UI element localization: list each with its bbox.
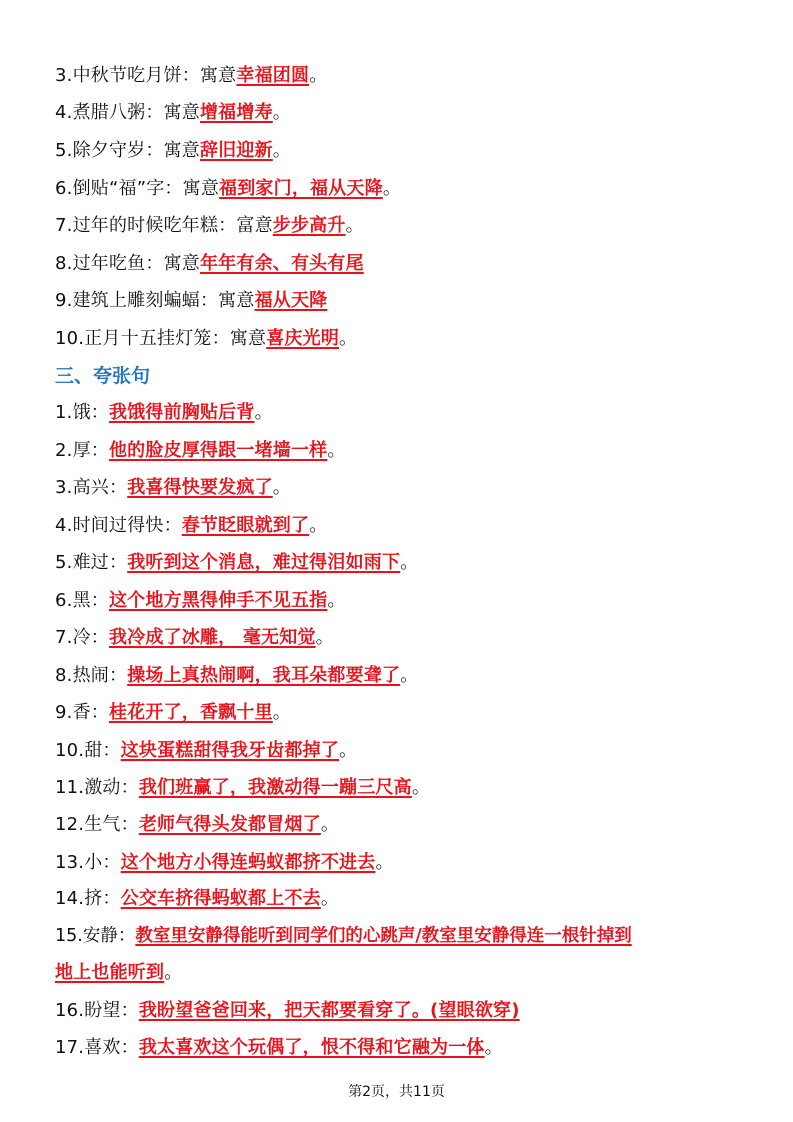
hyperbole-item-8 xyxy=(55,663,770,689)
item-suffix: 。 xyxy=(375,852,394,873)
hyperbole-item-13 xyxy=(55,850,770,876)
hyperbole-item-16 xyxy=(55,998,770,1024)
item-suffix: 。 xyxy=(411,777,431,798)
item-prefix: 11.激动： xyxy=(55,777,139,798)
hyperbole-item-10 xyxy=(55,738,770,764)
item-suffix: 。 xyxy=(400,552,419,573)
item-answer: 这个地方黑得伸手不见五指 xyxy=(108,590,328,611)
item-suffix: 。 xyxy=(327,590,346,611)
item-answer: 福从天降 xyxy=(254,290,328,311)
item-suffix: 。 xyxy=(382,178,402,199)
custom-item-10 xyxy=(55,326,770,352)
item-suffix: 。 xyxy=(272,477,291,498)
item-answer: 老师气得头发都冒烟了 xyxy=(138,814,321,835)
hyperbole-item-11 xyxy=(55,775,770,801)
page-footer: 第2页，共11页 xyxy=(348,1084,445,1100)
item-prefix: 3.高兴： xyxy=(55,477,128,498)
item-suffix: 。 xyxy=(254,402,273,423)
item-prefix: 10.正月十五挂灯笼：寓意 xyxy=(55,328,267,349)
item-prefix: 10.甜： xyxy=(55,740,121,761)
custom-item-7 xyxy=(55,213,770,239)
custom-item-5 xyxy=(55,138,770,164)
item-suffix: 。 xyxy=(339,328,358,349)
item-answer: 这个地方小得连蚂蚁都挤不进去 xyxy=(120,852,376,873)
item-answer: 幸福团圆 xyxy=(236,65,310,86)
item-prefix: 9.建筑上雕刻蝙蝠：寓意 xyxy=(55,290,255,311)
item-answer: 地上也能听到 xyxy=(55,962,165,983)
item-prefix: 2.厚： xyxy=(55,440,109,461)
item-answer: 我饿得前胸贴后背 xyxy=(108,402,255,423)
hyperbole-item-6 xyxy=(55,588,770,614)
item-suffix: 。 xyxy=(272,102,291,123)
item-suffix: 。 xyxy=(320,814,340,835)
item-prefix: 14.挤： xyxy=(55,888,121,909)
item-prefix: 9.香： xyxy=(55,702,109,723)
custom-item-4 xyxy=(55,100,770,126)
item-answer: 春节眨眼就到了 xyxy=(181,515,310,536)
item-prefix: 4.时间过得快： xyxy=(55,515,182,536)
item-prefix: 1.饿： xyxy=(55,402,109,423)
item-suffix: 。 xyxy=(309,515,328,536)
item-answer: 他的脸皮厚得跟一堵墙一样 xyxy=(108,440,328,461)
hyperbole-item-7 xyxy=(55,625,770,651)
hyperbole-item-15 xyxy=(55,923,775,949)
item-answer: 我们班赢了，我激动得一蹦三尺高 xyxy=(138,777,412,798)
item-prefix: 17.喜欢： xyxy=(55,1037,139,1058)
item-suffix: 。 xyxy=(339,740,358,761)
item-suffix: 。 xyxy=(164,962,183,983)
item-answer: 增福增寿 xyxy=(199,102,273,123)
item-answer: 我太喜欢这个玩偶了，恨不得和它融为一体 xyxy=(138,1037,485,1058)
section-heading: 三、夸张句 xyxy=(55,365,151,387)
item-answer: 教室里安静得能听到同学们的心跳声/教室里安静得连一根针掉到 xyxy=(135,926,632,946)
item-prefix: 7.过年的时候吃年糕：富意 xyxy=(55,215,273,236)
item-prefix: 8.热闹： xyxy=(55,665,128,686)
item-answer: 操场上真热闹啊，我耳朵都要聋了 xyxy=(127,665,401,686)
item-prefix: 13.小： xyxy=(55,852,121,873)
custom-item-8 xyxy=(55,251,770,277)
item-suffix: 。 xyxy=(484,1037,503,1058)
hyperbole-item-4 xyxy=(55,513,770,539)
item-suffix: 。 xyxy=(345,215,364,236)
hyperbole-item-2 xyxy=(55,438,770,464)
item-suffix: 。 xyxy=(309,65,328,86)
hyperbole-item-14 xyxy=(55,886,770,912)
item-answer: 这块蛋糕甜得我牙齿都掉了 xyxy=(120,740,340,761)
item-prefix: 16.盼望： xyxy=(55,1000,139,1021)
hyperbole-item-1 xyxy=(55,400,770,426)
item-prefix: 4.煮腊八粥：寓意 xyxy=(55,102,200,123)
item-suffix: 。 xyxy=(315,627,334,648)
item-prefix: 5.难过： xyxy=(55,552,128,573)
item-prefix: 12.生气： xyxy=(55,814,139,835)
item-prefix: 5.除夕守岁：寓意 xyxy=(55,140,200,161)
item-suffix: 。 xyxy=(320,888,340,909)
item-prefix: 15.安静： xyxy=(55,926,136,946)
custom-item-6 xyxy=(55,176,770,202)
item-answer: 辞旧迎新 xyxy=(199,140,273,161)
item-suffix: 。 xyxy=(400,665,419,686)
item-suffix: 。 xyxy=(272,702,291,723)
hyperbole-item-5 xyxy=(55,550,770,576)
item-prefix: 7.冷： xyxy=(55,627,109,648)
item-prefix: 6.黑： xyxy=(55,590,109,611)
item-answer: 我听到这个消息，难过得泪如雨下 xyxy=(127,552,401,573)
custom-item-3 xyxy=(55,63,770,89)
hyperbole-item-9 xyxy=(55,700,770,726)
hyperbole-item-15-continued xyxy=(55,960,770,986)
item-answer: 公交车挤得蚂蚁都上不去 xyxy=(120,888,321,909)
item-answer: 我盼望爸爸回来，把天都要看穿了。(望眼欲穿) xyxy=(138,1000,520,1021)
item-suffix: 。 xyxy=(272,140,291,161)
hyperbole-item-3 xyxy=(55,475,770,501)
item-answer: 福到家门，福从天降 xyxy=(219,178,383,199)
item-prefix: 6.倒贴“福”字：寓意 xyxy=(55,178,220,199)
item-suffix: 。 xyxy=(327,440,346,461)
item-answer: 我喜得快要发疯了 xyxy=(127,477,273,498)
item-prefix: 8.过年吃鱼：寓意 xyxy=(55,253,200,274)
item-prefix: 3.中秋节吃月饼：寓意 xyxy=(55,65,237,86)
item-answer: 我冷成了冰雕， 毫无知觉 xyxy=(108,627,316,648)
hyperbole-item-17 xyxy=(55,1035,770,1061)
item-answer: 桂花开了，香飘十里 xyxy=(108,702,273,723)
hyperbole-item-12 xyxy=(55,812,770,838)
item-answer: 喜庆光明 xyxy=(266,328,340,349)
custom-item-9 xyxy=(55,288,770,314)
item-answer: 年年有余、有头有尾 xyxy=(199,253,364,274)
item-answer: 步步高升 xyxy=(272,215,346,236)
